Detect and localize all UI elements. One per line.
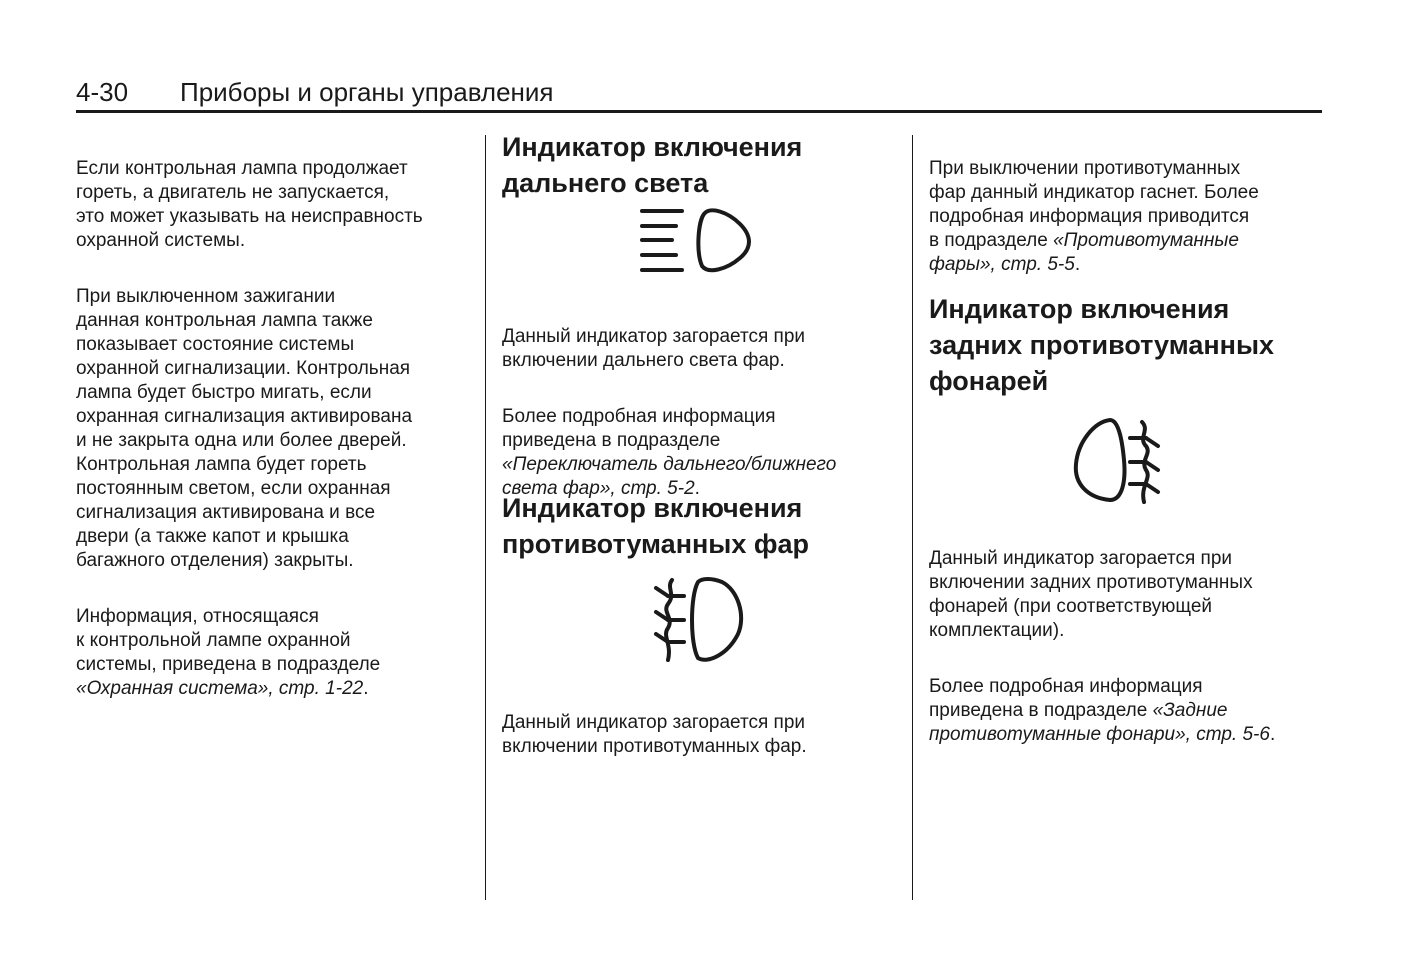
header-rule: [76, 110, 1322, 113]
cross-reference: «Охранная система», стр. 1-22: [76, 678, 364, 699]
paragraph: Данный индикатор загорается при включении дальнего света фар.: [502, 326, 806, 371]
paragraph-text: .: [363, 678, 369, 699]
column-3-intro: [929, 133, 1329, 309]
cross-reference: «Задние противотуманные фонари», стр. 5-6: [929, 700, 1270, 745]
paragraph-text: Более подробная информация приведена в подразделе: [502, 406, 776, 451]
column-1: [76, 133, 476, 733]
paragraph-text: .: [694, 478, 700, 499]
paragraph: [502, 405, 902, 501]
section-heading: Индикатор включения противотуманных фар: [502, 493, 810, 559]
cross-reference: «Противотуманные фары», стр. 5-5: [929, 230, 1239, 275]
section-heading: Индикатор включения дальнего света: [502, 132, 803, 198]
page-title: Приборы и органы управления: [180, 77, 554, 107]
high-beam-icon: [636, 202, 756, 278]
paragraph-text: Более подробная информация приведена в подразделе: [929, 676, 1203, 721]
cross-reference: «Переключатель дальнего/ближнего света фар», стр. 5-2: [502, 454, 837, 499]
page-number: 4-30: [76, 77, 129, 107]
paragraph: [929, 157, 1329, 277]
paragraph: Данный индикатор загорается при включении противотуманных фар.: [502, 712, 807, 757]
front-fog-lamp-icon: [648, 574, 748, 666]
rear-fog-lamp-icon: [1070, 412, 1170, 508]
column-divider: [912, 135, 913, 900]
fog-text: [502, 687, 902, 791]
paragraph: Данный индикатор загорается при включении задних противотуманных фонарей (при соответствующей комплектации).: [929, 548, 1253, 641]
paragraph: [76, 605, 476, 701]
rear-fog-text: [929, 523, 1329, 779]
paragraph-text: .: [1269, 724, 1276, 745]
paragraph: [929, 675, 1329, 747]
section-heading: Индикатор включения задних противотуманных фонарей: [929, 294, 1275, 396]
column-divider: [485, 135, 486, 900]
paragraph-text: При выключении противотуманных фар данный индикатор гаснет. Более подробная информация приводится в подразделе: [929, 158, 1259, 251]
paragraph: Если контрольная лампа продолжает гореть, а двигатель не запускается, это может указывать на неисправность охранной системы.: [76, 158, 423, 251]
paragraph-text: Информация, относящаяся к контрольной лампе охранной системы, приведена в подразделе: [76, 606, 381, 675]
paragraph: При выключенном зажигании данная контрольная лампа также показывает состояние системы охранной сигнализации. Контрольная лампа будет быстро мигать, если охранная сигнализация активирована и не закрыта одна или более дверей. Контрольная лампа будет гореть постоянным светом, если охранная сигнализация активирована и все двери (а также капот и крышка багажного отделения) закрыты.: [76, 286, 413, 571]
paragraph-text: .: [1074, 254, 1081, 275]
